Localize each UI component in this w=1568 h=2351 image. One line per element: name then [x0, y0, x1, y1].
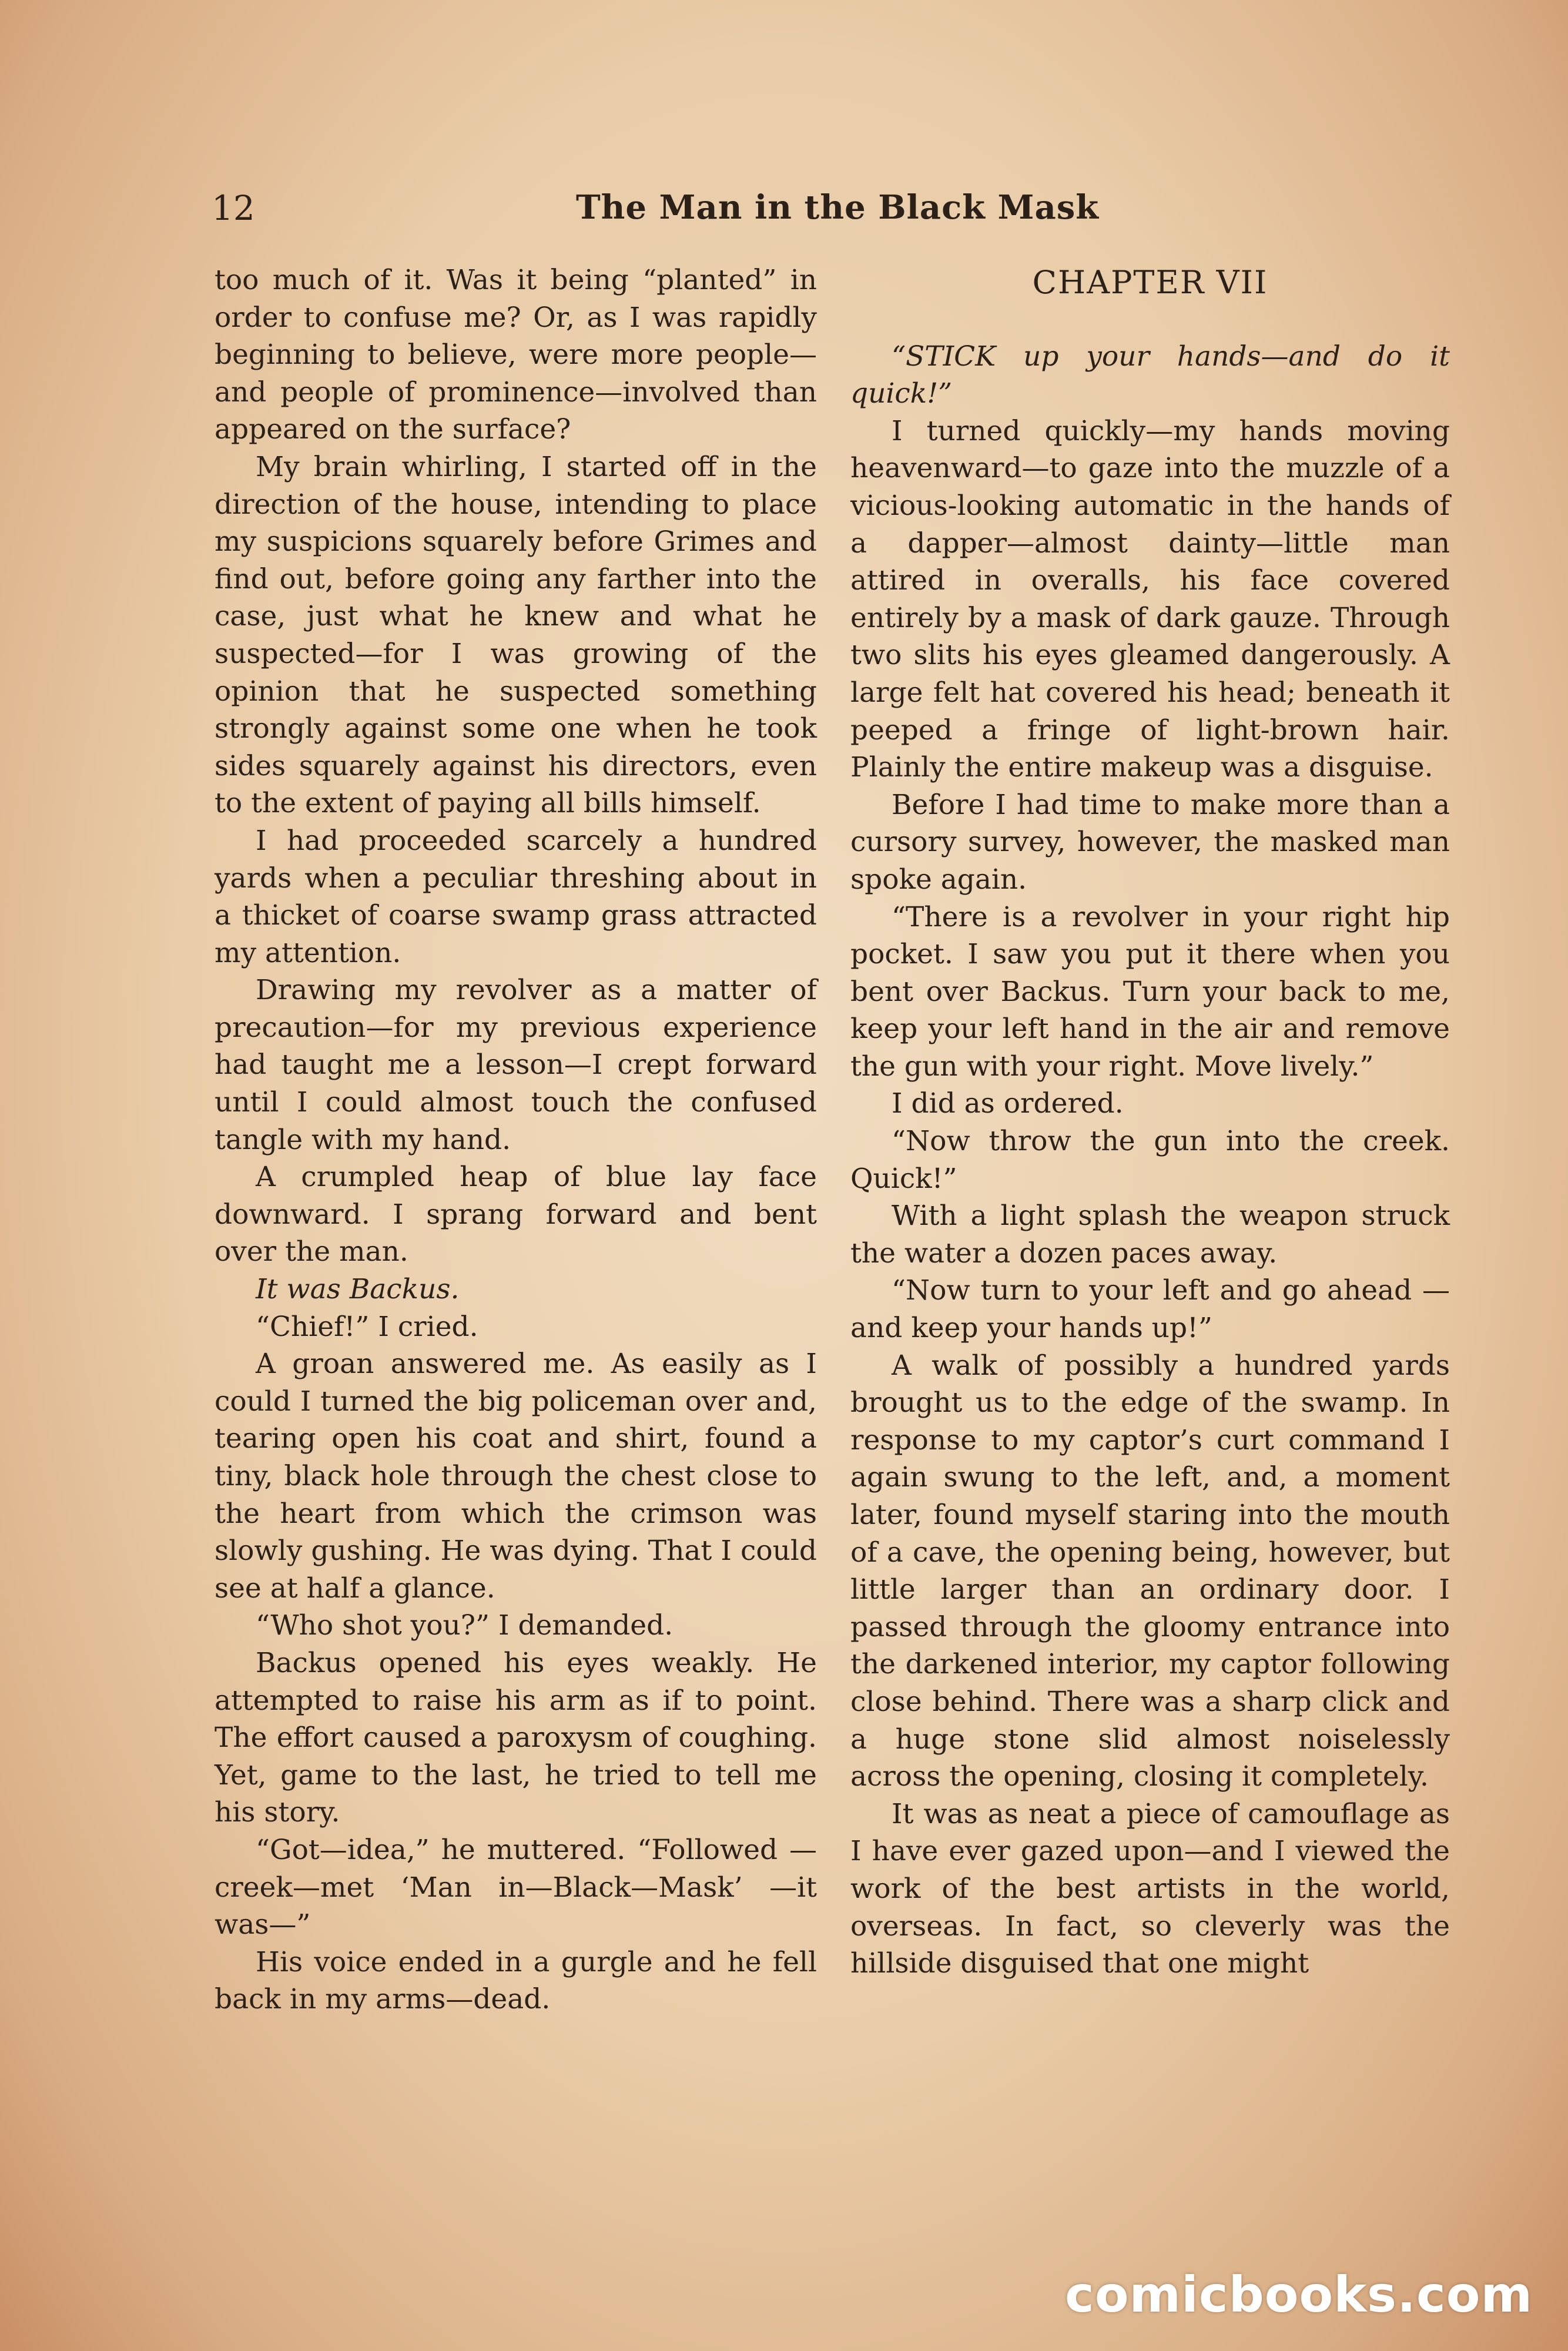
- right-column: [850, 262, 1450, 1982]
- paragraph: “Now throw the gun into the creek. Quick!”: [850, 1125, 1450, 1195]
- page-number: 12: [212, 188, 255, 228]
- paragraph: A groan answered me. As easily as I could I turned the big policeman over and, tearing open his coat and shirt, found a tiny, black hole through the chest close to the heart from which the crimson was slowly gushing. He was dying. That I could see at half a glance.: [215, 1348, 817, 1605]
- paragraph: “There is a revolver in your right hip pocket. I saw you put it there when you bent over Backus. Turn your back to me, keep your left hand in the air and remove the gun with your right. Move lively.”: [850, 900, 1450, 1083]
- paragraph: I turned quickly—my hands moving heavenward—to gaze into the muzzle of a vicious-looking automatic in the hands of a dapper—almost dainty—little man attired in overalls, his face covered entirely by a mask of dark gauze. Through two slits his eyes gleamed dangerously. A large felt hat covered his head; beneath it peeped a fringe of light-brown hair. Plainly the entire makeup was a disguise.: [850, 414, 1450, 784]
- paragraph: His voice ended in a gurgle and he fell back in my arms—dead.: [215, 1945, 817, 2016]
- paragraph: Before I had time to make more than a cursory survey, however, the masked man spoke again.: [850, 788, 1450, 896]
- paragraph: With a light splash the weapon struck the water a dozen paces away.: [850, 1200, 1450, 1270]
- paragraph: A crumpled heap of blue lay face downward. I sprang forward and bent over the man.: [215, 1161, 817, 1268]
- paragraph: “STICK up your hands—and do it quick!”: [850, 340, 1450, 410]
- paragraph: “Got—idea,” he muttered. “Followed —creek—met ‘Man in—Black—Mask’ —it was—”: [215, 1833, 817, 1941]
- watermark: comicbooks.com: [1065, 2266, 1533, 2323]
- paragraph: It was as neat a piece of camouflage as I have ever gazed upon—and I viewed the work of the best artists in the world, overseas. In fact, so cleverly was the hillside disguised that one might: [850, 1797, 1450, 1980]
- paragraph: Drawing my revolver as a matter of precaution—for my previous experience had taught me a lesson—I crept forward until I could almost touch the confused tangle with my hand.: [215, 974, 817, 1156]
- chapter-heading: CHAPTER VII: [1032, 264, 1268, 301]
- paragraph: too much of it. Was it being “planted” in order to confuse me? Or, as I was rapidly beginning to believe, were more people—and people of prominence—involved than appeared on the surface?: [215, 264, 817, 446]
- paragraph: Backus opened his eyes weakly. He attempted to raise his arm as if to point. The effort caused a paroxysm of coughing. Yet, game to the last, he tried to tell me his story.: [215, 1646, 817, 1829]
- paragraph: I did as ordered.: [892, 1087, 1124, 1120]
- paragraph: I had proceeded scarcely a hundred yards when a peculiar threshing about in a thicket of coarse swamp grass attracted my attention.: [215, 824, 817, 969]
- paragraph: “Chief!” I cried.: [256, 1310, 478, 1343]
- paragraph: “Now turn to your left and go ahead —and keep your hands up!”: [850, 1274, 1450, 1345]
- paragraph: It was Backus.: [256, 1273, 460, 1306]
- paragraph: “Who shot you?” I demanded.: [256, 1609, 674, 1642]
- paragraph: A walk of possibly a hundred yards brought us to the edge of the swamp. In response to my captor’s curt command I again swung to the left, and, a moment later, found myself staring into the mouth of a cave, the opening being, however, but little larger than an ordinary door. I passed through the gloomy entrance into the darkened interior, my captor following close behind. There was a sharp click and a huge stone slid almost noiselessly across the opening, closing it completely.: [850, 1349, 1450, 1793]
- paragraph: My brain whirling, I started off in the direction of the house, intending to place my suspicions squarely before Grimes and find out, before going any farther into the case, just what he knew and what he suspected—for I was growing of the opinion that he suspected something strongly against some one when he took sides squarely against his directors, even to the extent of paying all bills himself.: [215, 450, 817, 820]
- page-header: [212, 188, 1458, 241]
- running-title: The Man in the Black Mask: [576, 188, 1100, 227]
- left-column: [215, 262, 817, 2018]
